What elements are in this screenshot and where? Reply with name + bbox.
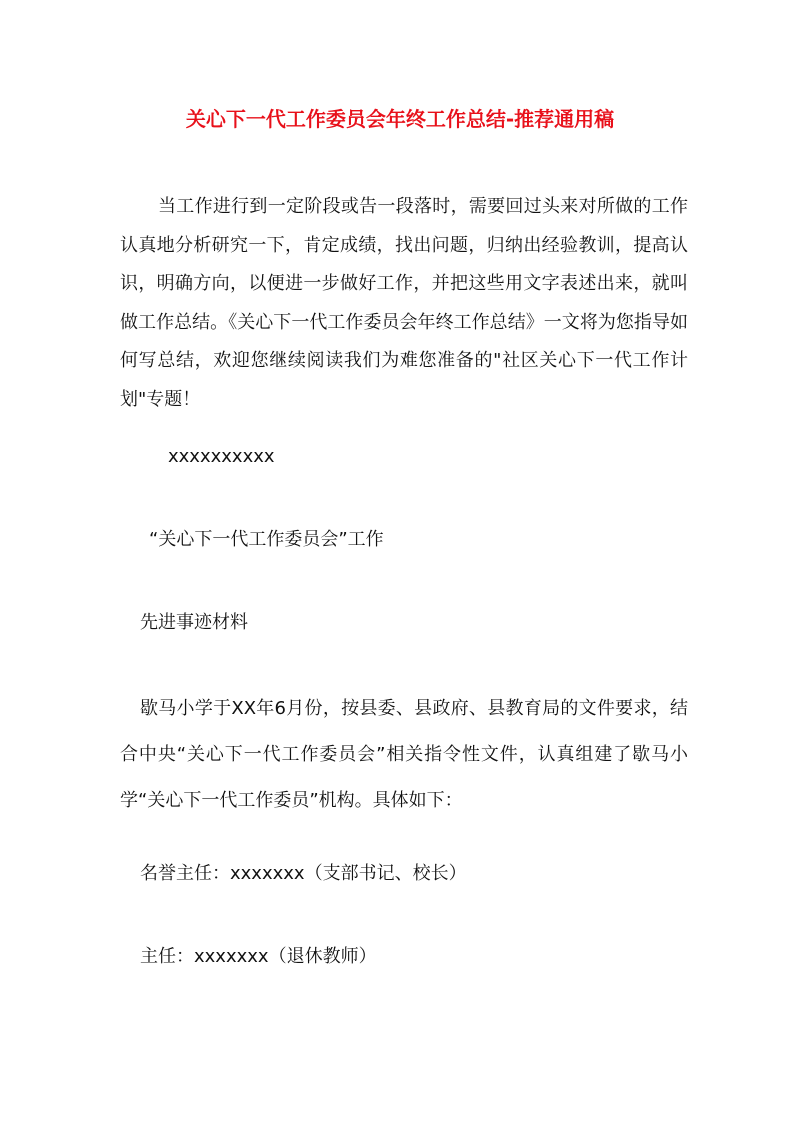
role-label: 名誉主任： (140, 863, 230, 884)
intro-paragraph: 当工作进行到一定阶段或告一段落时，需要回过头来对所做的工作认真地分析研究一下，肯定成绩，找出问题，归纳出经验教训，提高认识，明确方向，以便进一步做好工作，并把这些用文字表述出来，就叫做工作总结。《关心下一代工作委员会年终工作总结》一文将为您指导如何写总结，欢迎您继续阅读我们为难您准备的"社区关心下一代工作计划"专题！ (120, 196, 688, 410)
placeholder-line: xxxxxxxxxx (168, 446, 275, 467)
role-label: 主任： (140, 946, 194, 967)
document-title: 关心下一代工作委员会年终工作总结-推荐通用稿 (185, 107, 615, 131)
role-honorary-director (140, 859, 467, 889)
role-value: xxxxxxx（支部书记、校长） (230, 863, 467, 884)
organization-paragraph: 歇马小学于XX年6月份，按县委、县政府、县教育局的文件要求，结合中央“关心下一代工作委员会”相关指令性文件，认真组建了歇马小学“关心下一代工作委员”机构。具体如下： (120, 698, 688, 811)
section-heading-line-1: “关心下一代工作委员会”工作 (149, 529, 384, 550)
role-value: xxxxxxx（退休教师） (194, 946, 377, 967)
role-director (140, 942, 377, 972)
section-heading-line-2: 先进事迹材料 (140, 612, 248, 633)
